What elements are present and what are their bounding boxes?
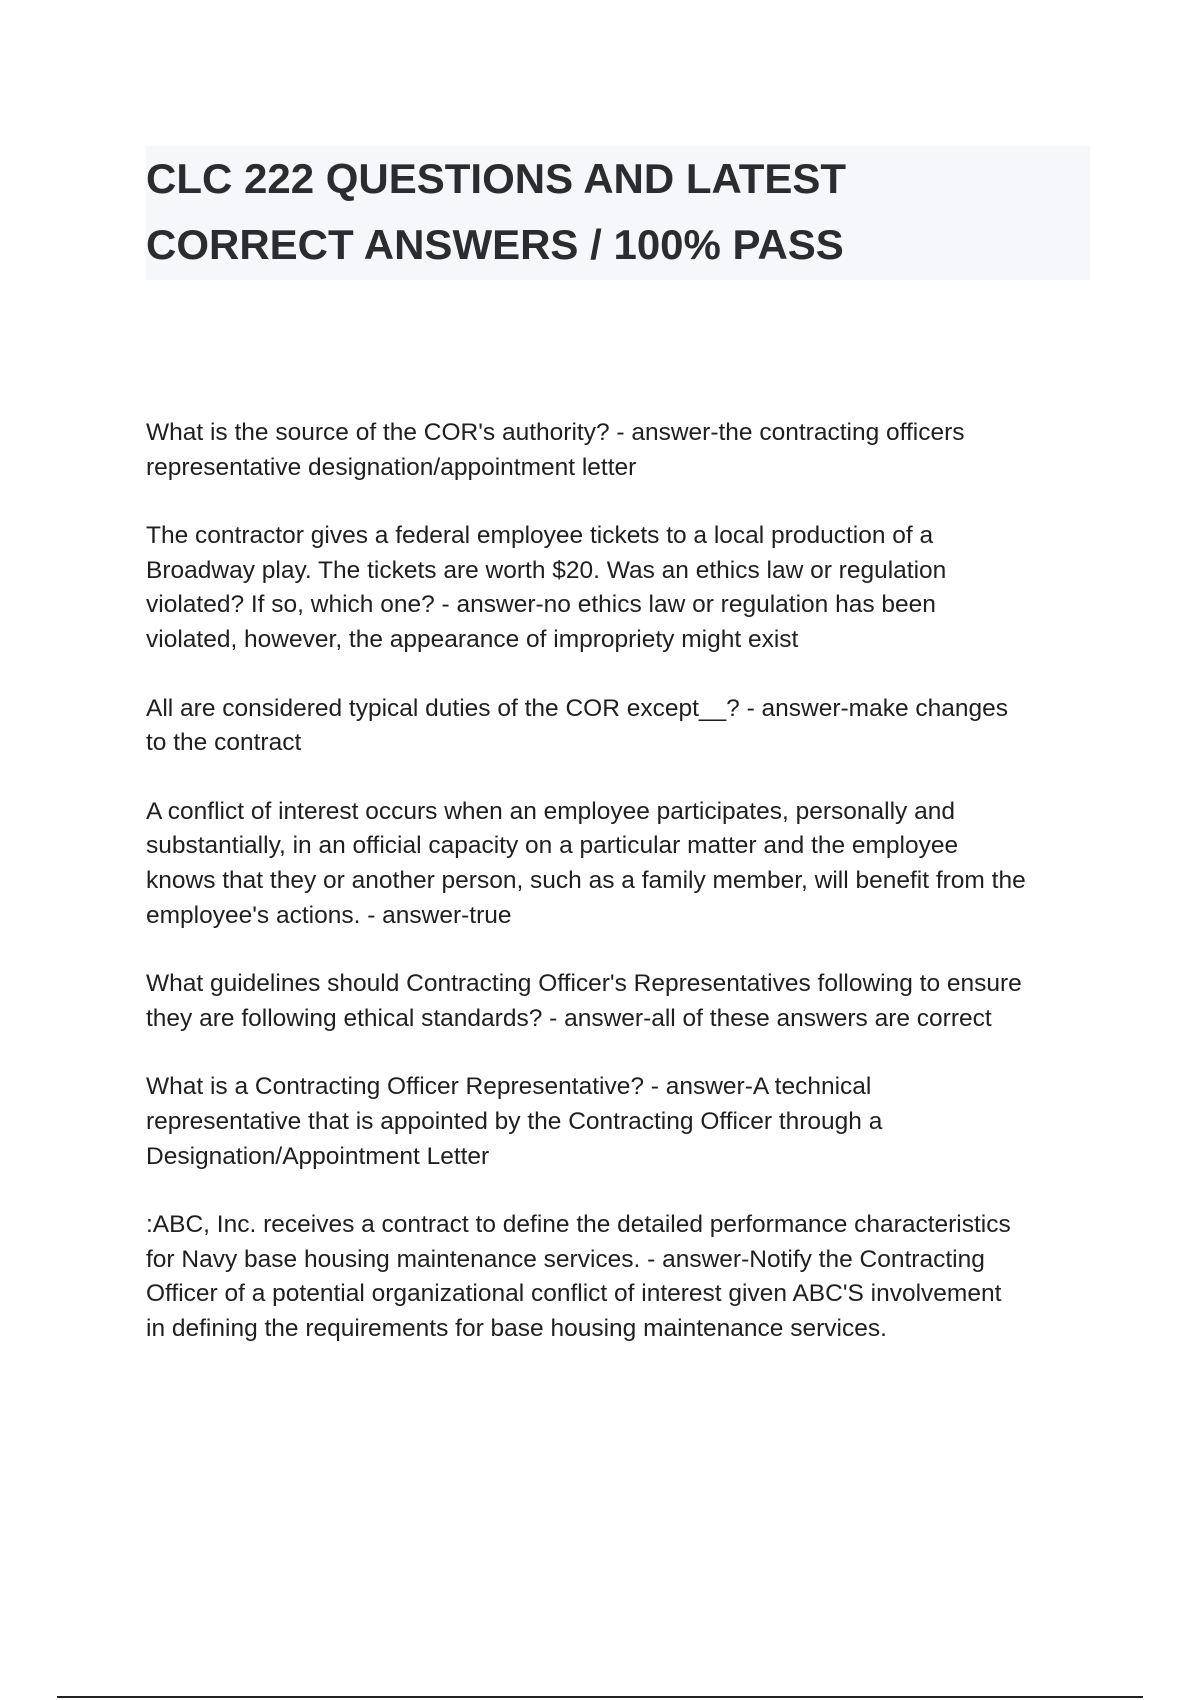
qa-text-line: :ABC, Inc. receives a contract to define the detailed performance characteristics: [146, 1211, 1011, 1239]
qa-text-line: What is the source of the COR's authority? - answer-the contracting officers: [146, 419, 965, 446]
qa-text-line: for Navy base housing maintenance services. - answer-Notify the Contracting: [146, 1245, 985, 1273]
qa-text-line: to the contract: [146, 729, 302, 757]
qa-text-line: knows that they or another person, such as a family member, will benefit from the: [146, 866, 1026, 894]
qa-text-line: in defining the requirements for base housing maintenance services.: [146, 1314, 887, 1342]
qa-item: [146, 967, 1096, 1036]
title-line: CLC 222 QUESTIONS AND LATEST: [146, 155, 847, 202]
qa-item: [146, 519, 1096, 657]
qa-text-line: employee's actions. - answer-true: [146, 901, 512, 929]
qa-text-line: A conflict of interest occurs when an employee participates, personally and: [146, 797, 955, 825]
qa-item: [146, 1208, 1096, 1346]
qa-text-line: Officer of a potential organizational conflict of interest given ABC'S involvement: [146, 1280, 1002, 1308]
qa-text-line: they are following ethical standards? - answer-all of these answers are correct: [146, 1004, 992, 1032]
qa-text-line: representative that is appointed by the Contracting Officer through a: [146, 1107, 883, 1135]
qa-text-line: What guidelines should Contracting Officer's Representatives following to ensure: [146, 970, 1022, 998]
qa-text-line: violated, however, the appearance of impropriety might exist: [146, 625, 799, 653]
qa-item: [146, 692, 1096, 761]
qa-item: [146, 416, 1096, 485]
footer-divider: [57, 1696, 1143, 1698]
qa-text-line: All are considered typical duties of the COR except__? - answer-make changes: [146, 694, 1009, 722]
qa-text-line: What is a Contracting Officer Representative? - answer-A technical: [146, 1073, 872, 1101]
document-title: [146, 146, 1090, 280]
qa-item: [146, 795, 1096, 933]
qa-text-line: substantially, in an official capacity on a particular matter and the employee: [146, 832, 959, 860]
title-line: CORRECT ANSWERS / 100% PASS: [146, 221, 844, 268]
qa-text-line: representative designation/appointment letter: [146, 453, 637, 481]
qa-item: [146, 1070, 1096, 1174]
qa-text-line: The contractor gives a federal employee tickets to a local production of a: [146, 522, 934, 550]
qa-text-line: violated? If so, which one? - answer-no ethics law or regulation has been: [146, 591, 936, 619]
qa-list: [146, 416, 1096, 1380]
qa-text-line: Broadway play. The tickets are worth $20. Was an ethics law or regulation: [146, 556, 947, 584]
qa-text-line: Designation/Appointment Letter: [146, 1142, 490, 1170]
